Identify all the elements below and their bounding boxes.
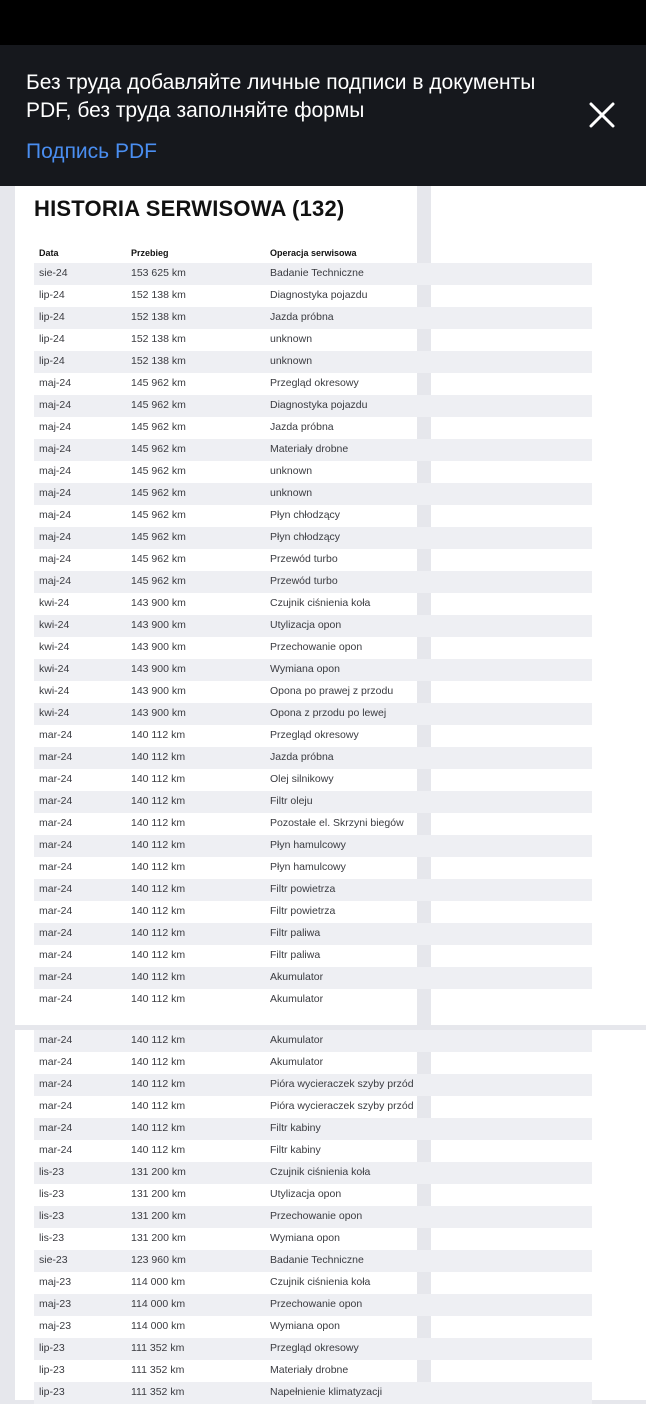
row-date: kwi-24 [39, 619, 70, 631]
table-row [34, 659, 592, 681]
row-date: mar-24 [39, 949, 73, 961]
table-row [34, 1184, 592, 1206]
row-mileage: 143 900 km [131, 663, 186, 675]
table-row [34, 1338, 592, 1360]
table-row [34, 549, 592, 571]
table-row [34, 505, 592, 527]
row-date: mar-24 [39, 883, 73, 895]
table-row [34, 1074, 592, 1096]
row-mileage: 140 112 km [131, 839, 186, 851]
row-mileage: 145 962 km [131, 509, 186, 521]
row-operation: Opona po prawej z przodu [270, 685, 394, 697]
row-mileage: 145 962 km [131, 487, 186, 499]
row-operation: Akumulator [270, 1056, 324, 1068]
table-row [34, 637, 592, 659]
row-mileage: 140 112 km [131, 883, 186, 895]
row-mileage: 152 138 km [131, 311, 186, 323]
row-mileage: 145 962 km [131, 465, 186, 477]
row-mileage: 140 112 km [131, 773, 186, 785]
row-mileage: 140 112 km [131, 993, 186, 1005]
row-mileage: 145 962 km [131, 377, 186, 389]
row-date: mar-24 [39, 1034, 73, 1046]
table-row [34, 703, 592, 725]
banner-message: Без труда добавляйте личные подписи в документы PDF, без труда заполняйте формы [26, 71, 536, 122]
row-mileage: 143 900 km [131, 597, 186, 609]
row-mileage: 140 112 km [131, 1122, 186, 1134]
row-operation: Diagnostyka pojazdu [270, 399, 368, 411]
row-date: maj-24 [39, 531, 72, 543]
table-row [34, 439, 592, 461]
table-row [34, 395, 592, 417]
row-date: lip-23 [39, 1386, 65, 1398]
row-mileage: 111 352 km [131, 1364, 185, 1376]
table-row [34, 923, 592, 945]
row-date: maj-24 [39, 465, 72, 477]
row-operation: Przechowanie opon [270, 1210, 363, 1222]
table-row [34, 461, 592, 483]
row-mileage: 140 112 km [131, 905, 186, 917]
promo-banner [0, 45, 646, 186]
row-operation: Pozostałe el. Skrzyni biegów [270, 817, 404, 829]
table-row [34, 351, 592, 373]
row-mileage: 131 200 km [131, 1232, 186, 1244]
table-row [34, 329, 592, 351]
row-date: maj-24 [39, 575, 72, 587]
row-mileage: 145 962 km [131, 399, 186, 411]
table-row [34, 879, 592, 901]
row-date: mar-24 [39, 729, 73, 741]
close-icon [584, 97, 620, 133]
row-mileage: 140 112 km [131, 1056, 186, 1068]
row-operation: Płyn hamulcowy [270, 839, 346, 851]
row-mileage: 140 112 km [131, 1100, 186, 1112]
row-mileage: 140 112 km [131, 1078, 186, 1090]
row-mileage: 145 962 km [131, 421, 186, 433]
row-mileage: 143 900 km [131, 685, 186, 697]
table-row [34, 263, 592, 285]
row-date: lip-24 [39, 355, 65, 367]
row-mileage: 153 625 km [131, 267, 186, 279]
table-row [34, 1382, 592, 1404]
row-mileage: 140 112 km [131, 817, 186, 829]
row-date: lis-23 [39, 1188, 65, 1200]
row-date: lis-23 [39, 1210, 65, 1222]
row-mileage: 145 962 km [131, 531, 186, 543]
row-mileage: 140 112 km [131, 729, 186, 741]
row-operation: Napełnienie klimatyzacji [270, 1386, 383, 1398]
row-date: mar-24 [39, 773, 73, 785]
row-date: sie-24 [39, 267, 68, 279]
table-row [34, 1316, 592, 1338]
row-date: mar-24 [39, 971, 73, 983]
table-row [34, 1360, 592, 1382]
row-operation: Badanie Techniczne [270, 267, 364, 279]
row-date: kwi-24 [39, 641, 70, 653]
row-operation: Filtr paliwa [270, 927, 321, 939]
row-date: maj-24 [39, 421, 72, 433]
row-date: lip-23 [39, 1342, 65, 1354]
table-row [34, 945, 592, 967]
table-row [34, 1294, 592, 1316]
row-operation: Utylizacja opon [270, 619, 342, 631]
row-operation: Przechowanie opon [270, 1298, 363, 1310]
row-date: lis-23 [39, 1166, 65, 1178]
row-operation: Przewód turbo [270, 553, 338, 565]
table-row [34, 1096, 592, 1118]
row-operation: Płyn chłodzący [270, 531, 341, 543]
row-date: maj-23 [39, 1298, 72, 1310]
row-mileage: 140 112 km [131, 949, 186, 961]
row-operation: Filtr paliwa [270, 949, 321, 961]
row-date: lip-24 [39, 311, 65, 323]
row-operation: Przewód turbo [270, 575, 338, 587]
row-mileage: 131 200 km [131, 1210, 186, 1222]
row-operation: unknown [270, 355, 313, 367]
status-bar [0, 0, 646, 45]
row-date: mar-24 [39, 1056, 73, 1068]
row-operation: Diagnostyka pojazdu [270, 289, 368, 301]
row-operation: Przegląd okresowy [270, 1342, 359, 1354]
row-date: mar-24 [39, 861, 73, 873]
row-operation: Filtr powietrza [270, 883, 336, 895]
row-mileage: 140 112 km [131, 861, 186, 873]
row-operation: Jazda próbna [270, 421, 334, 433]
table-row [34, 835, 592, 857]
table-row [34, 813, 592, 835]
close-button[interactable] [584, 97, 620, 133]
row-date: mar-24 [39, 817, 73, 829]
row-mileage: 140 112 km [131, 1144, 186, 1156]
row-operation: Materiały drobne [270, 443, 349, 455]
row-date: mar-24 [39, 1122, 73, 1134]
table-row [34, 791, 592, 813]
table-row [34, 483, 592, 505]
table-row [34, 615, 592, 637]
row-mileage: 114 000 km [131, 1298, 186, 1310]
row-date: mar-24 [39, 927, 73, 939]
table-row [34, 681, 592, 703]
table-row [34, 1228, 592, 1250]
table-row [34, 1030, 592, 1052]
row-operation: Pióra wycieraczek szyby przód [270, 1100, 414, 1112]
row-date: mar-24 [39, 795, 73, 807]
row-date: kwi-24 [39, 707, 70, 719]
row-date: maj-24 [39, 443, 72, 455]
row-operation: Płyn hamulcowy [270, 861, 346, 873]
row-operation: Pióra wycieraczek szyby przód [270, 1078, 414, 1090]
row-mileage: 111 352 km [131, 1342, 185, 1354]
row-date: kwi-24 [39, 597, 70, 609]
row-date: maj-23 [39, 1276, 72, 1288]
row-date: mar-24 [39, 751, 73, 763]
table-row [34, 593, 592, 615]
row-mileage: 152 138 km [131, 355, 186, 367]
table-row [34, 1140, 592, 1162]
row-mileage: 143 900 km [131, 619, 186, 631]
row-date: kwi-24 [39, 663, 70, 675]
row-operation: Badanie Techniczne [270, 1254, 364, 1266]
row-date: lip-24 [39, 289, 65, 301]
row-mileage: 114 000 km [131, 1320, 186, 1332]
row-operation: Utylizacja opon [270, 1188, 342, 1200]
row-date: maj-24 [39, 377, 72, 389]
row-operation: Filtr kabiny [270, 1122, 321, 1134]
table-row [34, 417, 592, 439]
table-row [34, 527, 592, 549]
row-mileage: 140 112 km [131, 795, 186, 807]
row-operation: Przegląd okresowy [270, 729, 359, 741]
table-row [34, 571, 592, 593]
row-date: mar-24 [39, 1078, 73, 1090]
row-date: maj-24 [39, 487, 72, 499]
table-row [34, 725, 592, 747]
column-header-mileage: Przebieg [131, 248, 169, 258]
row-date: mar-24 [39, 1100, 73, 1112]
row-operation: Wymiana opon [270, 1232, 340, 1244]
document-title: HISTORIA SERWISOWA (132) [34, 196, 345, 221]
row-date: kwi-24 [39, 685, 70, 697]
table-row [34, 1272, 592, 1294]
row-mileage: 131 200 km [131, 1166, 186, 1178]
row-date: lis-23 [39, 1232, 65, 1244]
row-operation: unknown [270, 465, 313, 477]
row-mileage: 140 112 km [131, 971, 186, 983]
row-mileage: 140 112 km [131, 927, 186, 939]
row-mileage: 140 112 km [131, 751, 186, 763]
row-operation: Akumulator [270, 993, 324, 1005]
table-row [34, 1052, 592, 1074]
table-row [34, 1206, 592, 1228]
column-header-operation: Operacja serwisowa [270, 248, 357, 258]
row-operation: Czujnik ciśnienia koła [270, 597, 371, 609]
table-row [34, 1250, 592, 1272]
row-operation: Czujnik ciśnienia koła [270, 1166, 371, 1178]
row-operation: Przegląd okresowy [270, 377, 359, 389]
table-row [34, 901, 592, 923]
row-operation: Czujnik ciśnienia koła [270, 1276, 371, 1288]
column-header-date: Data [39, 248, 59, 258]
row-date: sie-23 [39, 1254, 68, 1266]
table-row [34, 307, 592, 329]
row-operation: Jazda próbna [270, 751, 334, 763]
row-mileage: 140 112 km [131, 1034, 186, 1046]
row-mileage: 145 962 km [131, 553, 186, 565]
table-row [34, 373, 592, 395]
row-mileage: 145 962 km [131, 443, 186, 455]
row-operation: Przechowanie opon [270, 641, 363, 653]
row-date: maj-24 [39, 509, 72, 521]
row-mileage: 145 962 km [131, 575, 186, 587]
row-operation: Akumulator [270, 971, 324, 983]
row-operation: Wymiana opon [270, 1320, 340, 1332]
row-mileage: 143 900 km [131, 707, 186, 719]
row-date: lip-24 [39, 333, 65, 345]
table-row [34, 1162, 592, 1184]
table-row [34, 769, 592, 791]
row-mileage: 123 960 km [131, 1254, 186, 1266]
row-mileage: 143 900 km [131, 641, 186, 653]
row-operation: Filtr oleju [270, 795, 313, 807]
table-row [34, 285, 592, 307]
row-date: maj-23 [39, 1320, 72, 1332]
row-operation: Filtr kabiny [270, 1144, 321, 1156]
table-row [34, 967, 592, 989]
table-row [34, 857, 592, 879]
row-operation: Filtr powietrza [270, 905, 336, 917]
row-operation: Jazda próbna [270, 311, 334, 323]
pdf-signature-link[interactable]: Подпись PDF [26, 140, 157, 163]
table-row [34, 1118, 592, 1140]
row-operation: Akumulator [270, 1034, 324, 1046]
row-date: mar-24 [39, 993, 73, 1005]
row-date: maj-24 [39, 553, 72, 565]
row-operation: Opona z przodu po lewej [270, 707, 387, 719]
row-mileage: 152 138 km [131, 333, 186, 345]
row-operation: Płyn chłodzący [270, 509, 341, 521]
table-row [34, 989, 592, 1011]
row-mileage: 152 138 km [131, 289, 186, 301]
row-mileage: 131 200 km [131, 1188, 186, 1200]
row-operation: Olej silnikowy [270, 773, 334, 785]
row-operation: unknown [270, 333, 313, 345]
row-date: lip-23 [39, 1364, 65, 1376]
row-date: maj-24 [39, 399, 72, 411]
row-date: mar-24 [39, 1144, 73, 1156]
table-row [34, 747, 592, 769]
row-operation: unknown [270, 487, 313, 499]
row-operation: Wymiana opon [270, 663, 340, 675]
row-mileage: 111 352 km [131, 1386, 185, 1398]
row-operation: Materiały drobne [270, 1364, 349, 1376]
row-date: mar-24 [39, 839, 73, 851]
row-mileage: 114 000 km [131, 1276, 186, 1288]
row-date: mar-24 [39, 905, 73, 917]
